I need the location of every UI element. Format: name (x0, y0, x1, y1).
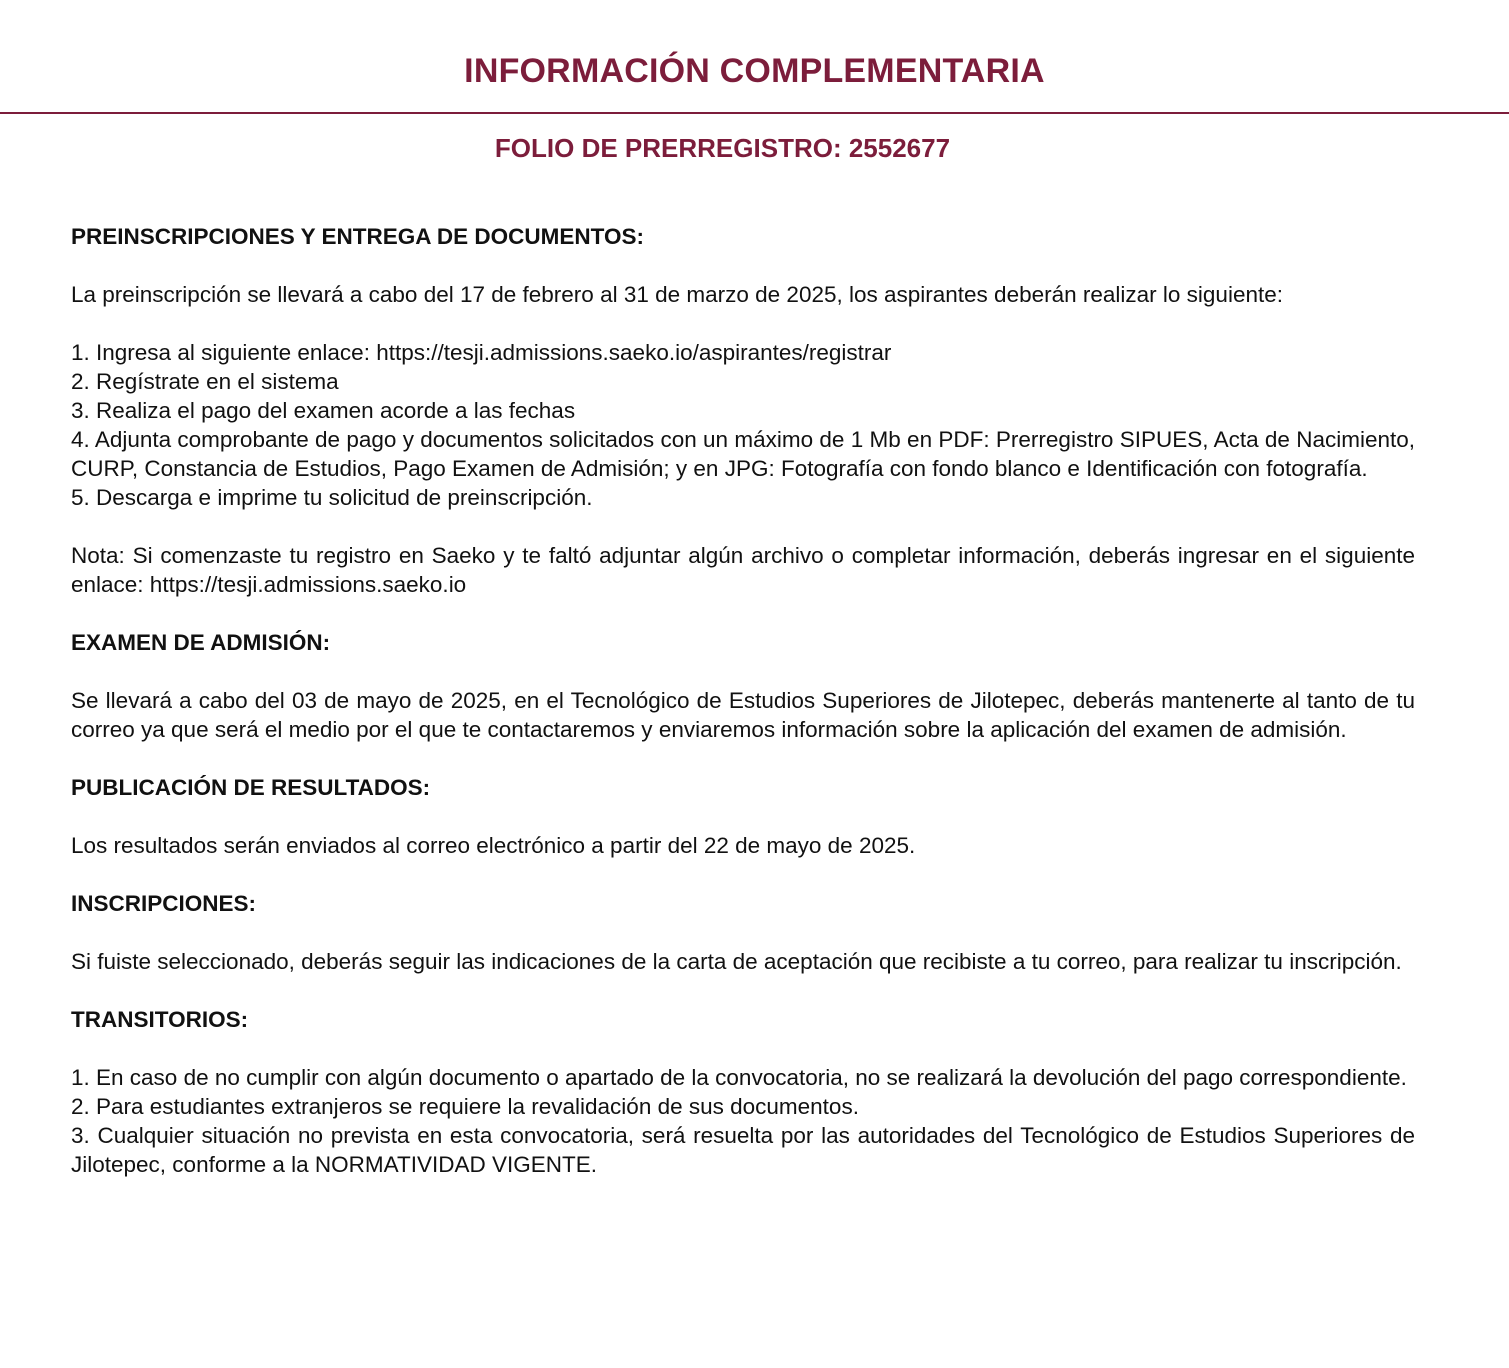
list-item: 3. Realiza el pago del examen acorde a las fechas (71, 398, 576, 423)
section-resultados (71, 773, 1415, 860)
page-title: INFORMACIÓN COMPLEMENTARIA (464, 52, 1045, 90)
transitorios-list (71, 1063, 1415, 1179)
section-examen (71, 628, 1415, 744)
section-heading-inscripciones: INSCRIPCIONES: (71, 891, 257, 916)
folio-label: FOLIO DE PRERREGISTRO: 2552677 (494, 133, 951, 163)
section-heading-resultados: PUBLICACIÓN DE RESULTADOS: (71, 775, 431, 800)
section-heading-preinscripciones: PREINSCRIPCIONES Y ENTREGA DE DOCUMENTOS: (71, 224, 645, 249)
list-item: 3. Cualquier situación no prevista en esta convocatoria, será resuelta por las autoridades del Tecnológico de Estudios Superiores de Jilotepec, conforme a la NORMATIVIDAD VIGENTE. (71, 1123, 1415, 1177)
list-item: 4. Adjunta comprobante de pago y documentos solicitados con un máximo de 1 Mb en PDF: Prerregistro SIPUES, Acta de Nacimiento, CURP, Constancia de Estudios, Pago Examen de Admisión; y en JPG: Fotografía con fondo blanco e Identificación con fotografía. (71, 427, 1415, 481)
preinscripciones-intro: La preinscripción se llevará a cabo del 17 de febrero al 31 de marzo de 2025, los aspirantes deberán realizar lo siguiente: (71, 282, 1283, 307)
section-preinscripciones (71, 222, 1415, 599)
section-inscripciones (71, 889, 1415, 976)
preinscripciones-note: Nota: Si comenzaste tu registro en Saeko y te faltó adjuntar algún archivo o completar información, deberás ingresar en el siguiente enlace: https://tesji.admissions.saeko.io (71, 543, 1415, 597)
resultados-text: Los resultados serán enviados al correo electrónico a partir del 22 de mayo de 2025. (71, 833, 916, 858)
list-item: 1. Ingresa al siguiente enlace: https://tesji.admissions.saeko.io/aspirantes/registrar (71, 340, 892, 365)
list-item: 1. En caso de no cumplir con algún documento o apartado de la convocatoria, no se realizará la devolución del pago correspondiente. (71, 1065, 1407, 1090)
title-divider (0, 112, 1509, 114)
inscripciones-text: Si fuiste seleccionado, deberás seguir las indicaciones de la carta de aceptación que recibiste a tu correo, para realizar tu inscripción. (71, 949, 1402, 974)
section-transitorios (71, 1005, 1415, 1179)
list-item: 5. Descarga e imprime tu solicitud de preinscripción. (71, 485, 593, 510)
section-heading-examen: EXAMEN DE ADMISIÓN: (71, 630, 331, 655)
list-item: 2. Para estudiantes extranjeros se requiere la revalidación de sus documentos. (71, 1094, 859, 1119)
section-heading-transitorios: TRANSITORIOS: (71, 1007, 249, 1032)
examen-text: Se llevará a cabo del 03 de mayo de 2025, en el Tecnológico de Estudios Superiores de Jilotepec, deberás mantenerte al tanto de tu correo ya que será el medio por el que te contactaremos y enviaremos información sobre la aplicación del examen de admisión. (71, 688, 1415, 742)
document-body (71, 222, 1415, 1208)
preinscripciones-steps (71, 338, 1415, 512)
list-item: 2. Regístrate en el sistema (71, 369, 339, 394)
